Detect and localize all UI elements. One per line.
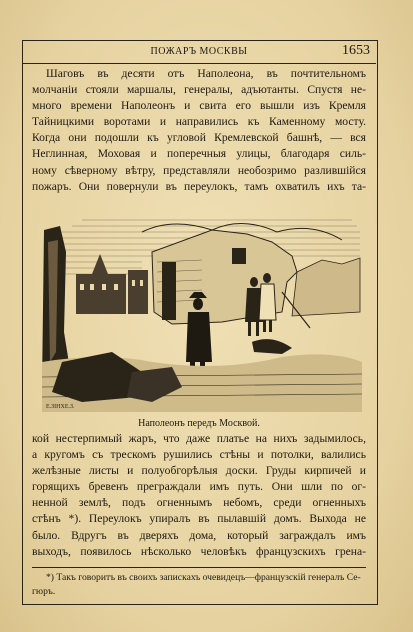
footnote [32,571,366,599]
footnote-line: *) Такъ говоритъ въ своихъ запискахъ очевидецъ—французскій генералъ Се- [46,572,361,583]
text-line: Когда они подошли къ угловой Кремлевской башнѣ, — вся [32,131,366,145]
footnote-divider [32,567,366,568]
text-line: Неглинная, Моховая и поперечныя улицы, благодаря силь- [32,147,366,161]
text-line: выходъ, появилось нѣсколько человѣкъ французскихъ грена- [32,544,366,558]
body-text-upper [32,66,366,195]
engraving-illustration [42,212,362,412]
text-line: желѣзные листы и полуобгорѣлыя доски. Груды кирпичей и [32,464,366,478]
text-line: много времени Наполеонъ и свита его вышли изъ Кремля [32,99,366,113]
text-line: Тайницкими воротами и направились къ Каменному мосту. [32,115,366,129]
text-line: молчаніи стояли маршалы, генералы, адъютанты. Спустя не- [32,83,366,97]
text-line: ному сѣверному вѣтру, представляли необозримо разлившійся [32,163,366,177]
page-number: 1653 [342,43,370,58]
text-line: ненной землѣ, подъ огненнымъ небомъ, среди огненныхъ [32,496,366,510]
running-title: ПОЖАРЪ МОСКВЫ [150,46,248,57]
text-line: было. Вдругъ въ дверяхъ дома, который заграждалъ имъ [32,528,366,542]
body-text-lower [32,431,366,560]
footnote-line: гюръ. [32,586,56,597]
running-header [22,40,376,64]
text-line: пожаръ. Они повернули въ переулокъ, тамъ охватилъ ихъ та- [32,179,366,193]
text-line: а кругомъ съ трескомъ рушились стѣны и потолки, валились [32,448,366,462]
text-line: кой нестерпимый жаръ, что даже платье на нихъ задымилось, [32,432,366,445]
text-line: стѣнъ *). Переулокъ упиралъ въ пылавшій домъ. Выхода не [32,512,366,526]
text-line: Шаговъ въ десяти отъ Наполеона, въ почтительномъ [46,67,366,80]
engraver-signature: Е.ЗІНХЕ.З. [46,404,75,410]
text-line: горящихъ бревенъ преграждали имъ путь. Они шли по ог- [32,480,366,494]
illustration-caption: Наполеонъ передъ Москвой. [138,418,260,429]
